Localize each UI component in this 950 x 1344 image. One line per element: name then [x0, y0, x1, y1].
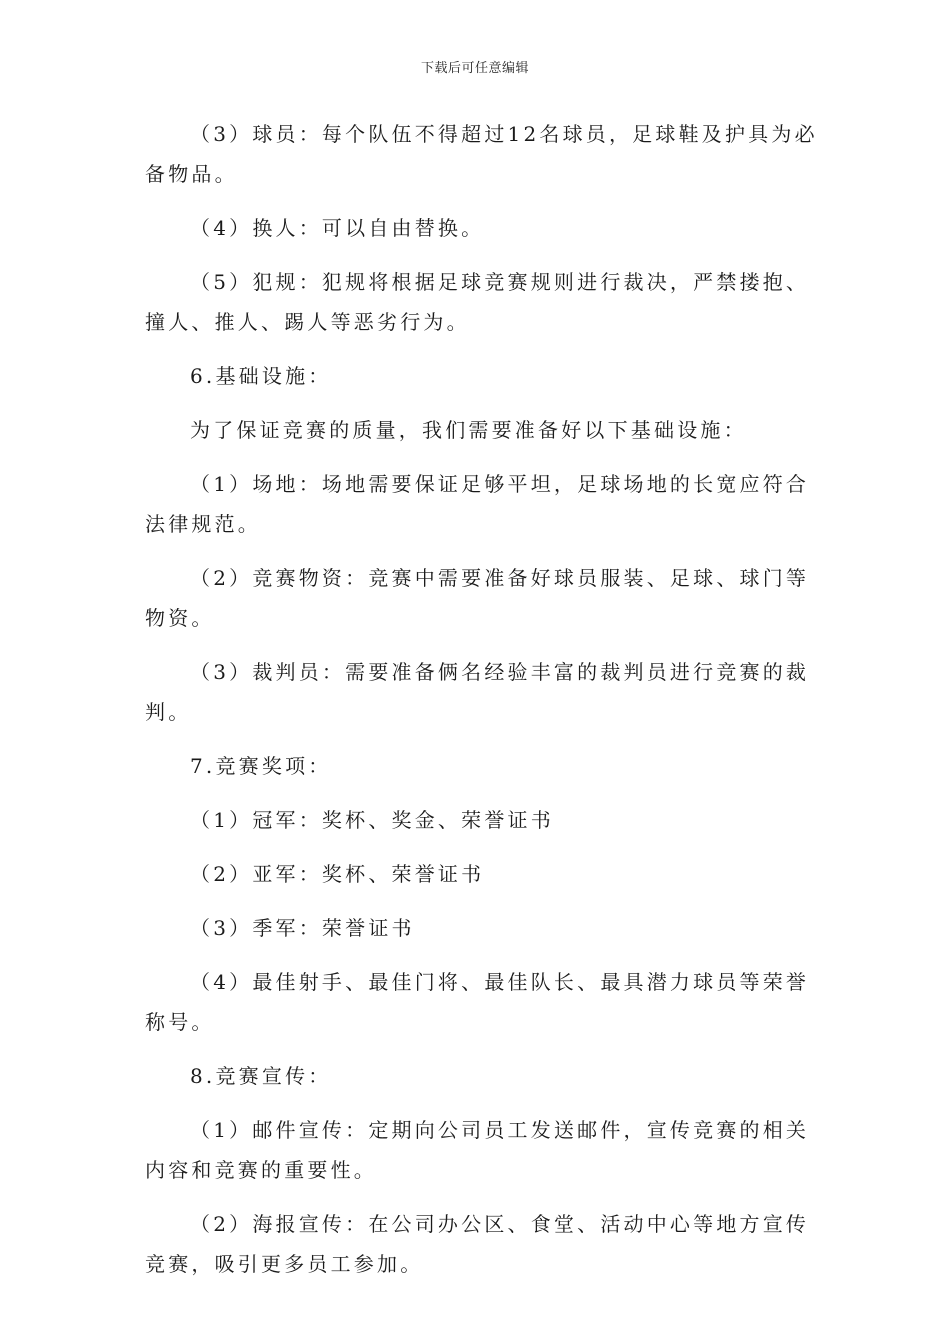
paragraph-fouls: （5）犯规：犯规将根据足球竞赛规则进行裁决，严禁搂抱、撞人、推人、踢人等恶劣行为。 — [145, 270, 810, 334]
paragraph-facilities-intro: 为了保证竞赛的质量，我们需要准备好以下基础设施： — [190, 418, 747, 442]
paragraph-supplies: （2）竞赛物资：竞赛中需要准备好球员服装、足球、球门等物资。 — [145, 566, 810, 630]
section-heading-promotion: 8.竞赛宣传： — [190, 1064, 332, 1088]
paragraph-poster-promotion: （2）海报宣传：在公司办公区、食堂、活动中心等地方宣传竞赛，吸引更多员工参加。 — [145, 1212, 810, 1276]
paragraph-champion: （1）冠军：奖杯、奖金、荣誉证书 — [190, 808, 554, 832]
paragraph-email-promotion: （1）邮件宣传：定期向公司员工发送邮件，宣传竞赛的相关内容和竞赛的重要性。 — [145, 1118, 810, 1182]
document-body — [145, 114, 825, 1298]
section-heading-facilities: 6.基础设施： — [190, 364, 332, 388]
paragraph-runner-up: （2）亚军：奖杯、荣誉证书 — [190, 862, 485, 886]
paragraph-honor-titles: （4）最佳射手、最佳门将、最佳队长、最具潜力球员等荣誉称号。 — [145, 970, 810, 1034]
header-note: 下载后可任意编辑 — [420, 61, 529, 76]
paragraph-referees: （3）裁判员：需要准备俩名经验丰富的裁判员进行竞赛的裁判。 — [145, 660, 810, 724]
paragraph-players: （3）球员：每个队伍不得超过12名球员，足球鞋及护具为必备物品。 — [145, 122, 818, 186]
section-heading-awards: 7.竞赛奖项： — [190, 754, 332, 778]
paragraph-substitution: （4）换人：可以自由替换。 — [190, 216, 485, 240]
paragraph-third-place: （3）季军：荣誉证书 — [190, 916, 415, 940]
paragraph-venue: （1）场地：场地需要保证足够平坦，足球场地的长宽应符合法律规范。 — [145, 472, 810, 536]
